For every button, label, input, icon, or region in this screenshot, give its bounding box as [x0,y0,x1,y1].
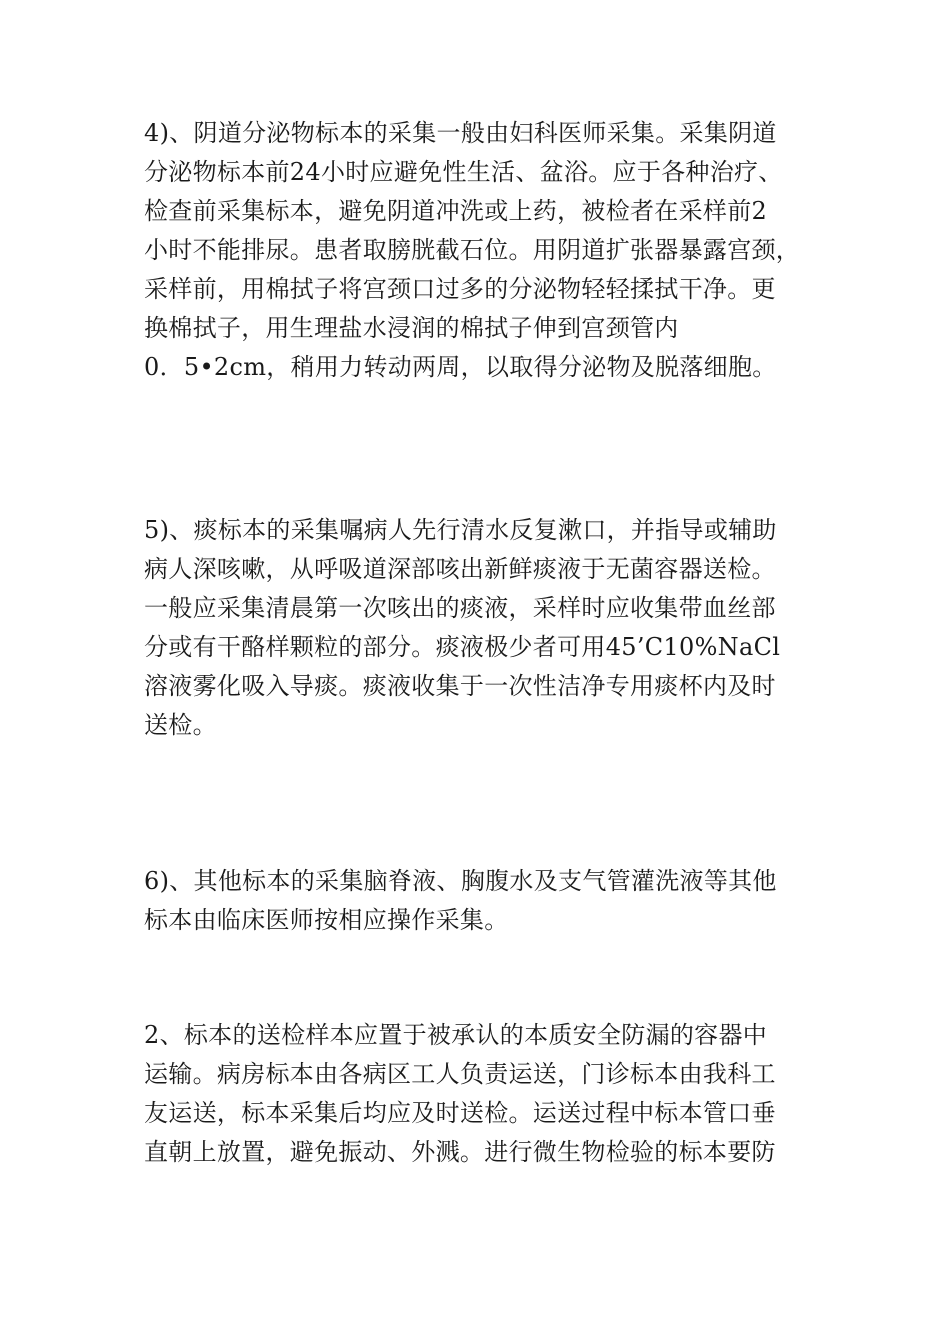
text-line: 检查前采集标本，避免阴道冲洗或上药，被检者在采样前2 [144,197,768,225]
text-line: 0．5•2cm，稍用力转动两周，以取得分泌物及脱落细胞。 [144,353,777,381]
text-line: 6)、其他标本的采集脑脊液、胸腹水及支气管灌洗液等其他 [144,867,777,895]
text-line: 换棉拭子，用生理盐水浸润的棉拭子伸到宫颈管内 [144,314,679,342]
text-line: 分或有干酪样颗粒的部分。痰液极少者可用45’C10%NaCl [144,633,781,661]
text-line: 4)、阴道分泌物标本的采集一般由妇科医师采集。采集阴道 [144,119,777,147]
text-line: 小时不能排尿。患者取膀胱截石位。用阴道扩张器暴露宫颈， [144,236,801,264]
text-line: 友运送，标本采集后均应及时送检。运送过程中标本管口垂 [144,1099,776,1127]
paragraph-specimen-transport [144,1016,814,1172]
text-line: 分泌物标本前24小时应避免性生活、盆浴。应于各种治疗、 [144,158,783,186]
text-line: 2、标本的送检样本应置于被承认的本质安全防漏的容器中 [144,1021,768,1049]
paragraph-sputum-sampling [144,511,814,745]
paragraph-other-specimen-sampling [144,862,814,940]
text-line: 送检。 [144,711,217,739]
text-line: 直朝上放置，避免振动、外溅。进行微生物检验的标本要防 [144,1138,776,1166]
text-line: 5)、痰标本的采集嘱病人先行清水反复漱口，并指导或辅助 [144,516,777,544]
text-line: 运输。病房标本由各病区工人负责运送，门诊标本由我科工 [144,1060,776,1088]
text-line: 病人深咳嗽，从呼吸道深部咳出新鲜痰液于无菌容器送检。 [144,555,776,583]
text-line: 标本由临床医师按相应操作采集。 [144,906,509,934]
text-line: 溶液雾化吸入导痰。痰液收集于一次性洁净专用痰杯内及时 [144,672,776,700]
text-line: 采样前，用棉拭子将宫颈口过多的分泌物轻轻揉拭干净。更 [144,275,776,303]
text-line: 一般应采集清晨第一次咳出的痰液，采样时应收集带血丝部 [144,594,776,622]
paragraph-vaginal-secretion-sampling [144,114,814,387]
